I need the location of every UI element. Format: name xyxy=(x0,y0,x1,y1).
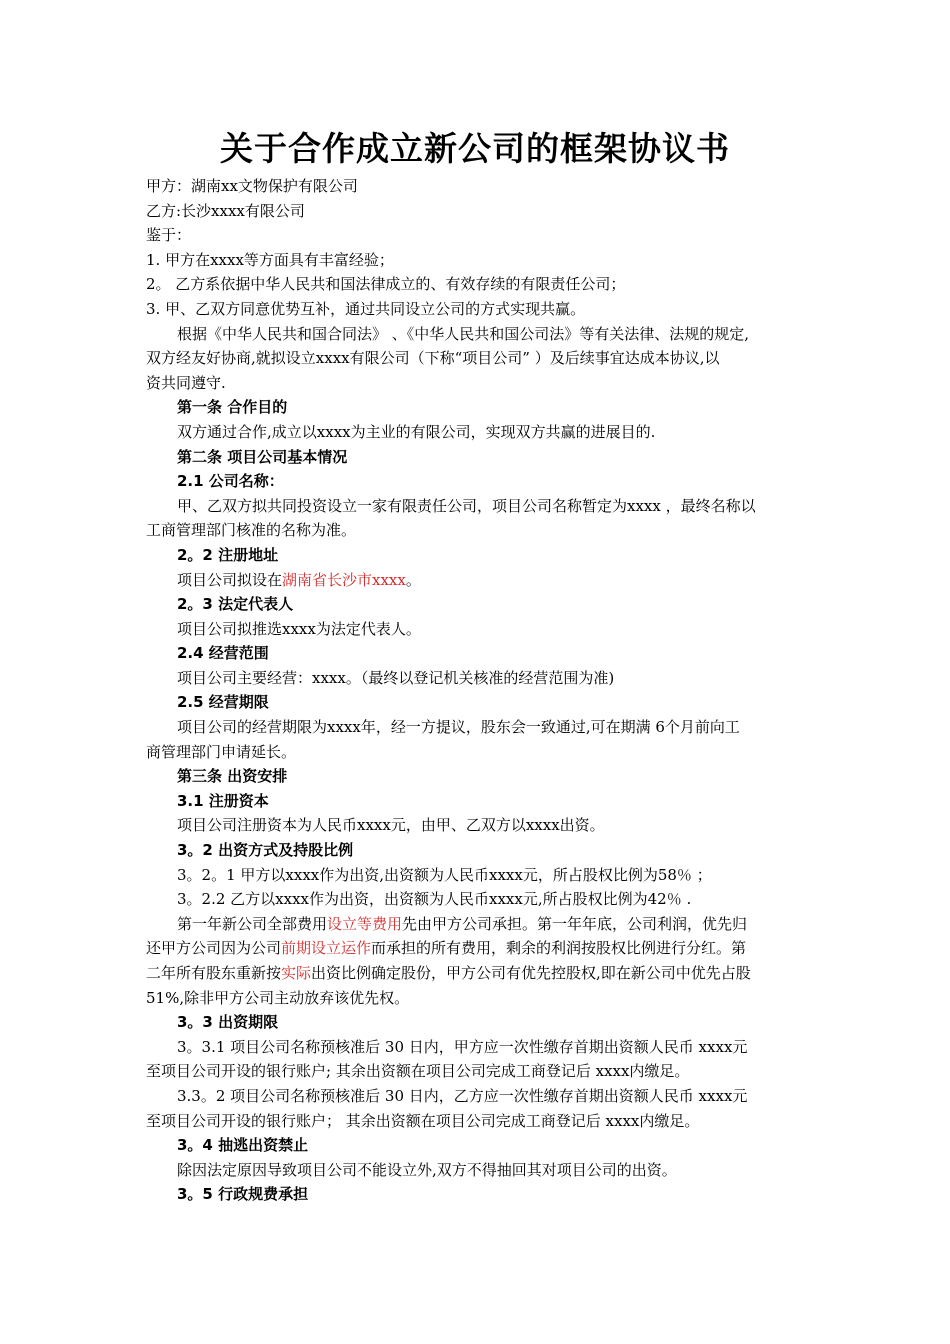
section-3-3-1-line: 至项目公司开设的银行账户; 其余出资额在项目公司完成工商登记后 xxxx内缴足。 xyxy=(146,1062,690,1081)
section-2-5-line: 项目公司的经营期限为xxxx年，经一方提议，股东会一致通过,可在期满 6个月前向工 xyxy=(177,718,740,737)
section-3-3-2-line: 至项目公司开设的银行账户； 其余出资额在项目公司完成工商登记后 xxxx内缴足。 xyxy=(146,1111,700,1130)
expense-line xyxy=(146,912,830,937)
section-2-1-line: 工商管理部门核准的名称为准。 xyxy=(146,521,357,540)
article-2-heading: 第二条 项目公司基本情况 xyxy=(177,447,348,466)
recital-3: 3. 甲、乙双方同意优势互补，通过共同设立公司的方式实现共赢。 xyxy=(146,299,586,318)
section-3-2-2: 3。2.2 乙方以xxxx作为出资，出资额为人民币xxxx元,所占股权比例为42％ . xyxy=(177,890,692,909)
section-2-4-text: 项目公司主要经营：xxxx。（最终以登记机关核准的经营范围为准) xyxy=(177,668,615,687)
section-3-4-heading: 3。4 抽逃出资禁止 xyxy=(177,1136,309,1155)
section-3-1-heading: 3.1 注册资本 xyxy=(177,791,269,810)
section-3-5-heading: 3。5 行政规费承担 xyxy=(177,1185,309,1204)
section-3-2-1: 3。2。1 甲方以xxxx作为出资,出资额为人民币xxxx元，所占股权比例为58％ ； xyxy=(177,865,712,884)
expense-line xyxy=(146,961,830,986)
text-segment: 项目公司拟设在 xyxy=(177,570,283,589)
article-3-heading: 第三条 出资安排 xyxy=(177,767,288,786)
text-segment: 二年所有股东重新按 xyxy=(146,964,282,982)
expense-line xyxy=(146,936,830,961)
text-segment: 第一年新公司全部费用 xyxy=(177,914,328,933)
text-segment: 。 xyxy=(405,570,421,589)
party-b: 乙方:长沙xxxx有限公司 xyxy=(146,201,305,220)
recital-1: 1. 甲方在xxxx等方面具有丰富经验； xyxy=(146,250,394,269)
section-3-2-heading: 3。2 出资方式及持股比例 xyxy=(177,841,354,860)
section-2-3-heading: 2。3 法定代表人 xyxy=(177,595,294,614)
preamble-line: 双方经友好协商,就拟设立xxxx有限公司（下称“项目公司” ）及后续事宜达成本协议,以 xyxy=(146,349,720,368)
section-2-5-heading: 2.5 经营期限 xyxy=(177,693,269,712)
section-3-3-2-line: 3.3。2 项目公司名称预核准后 30 日内，乙方应一次性缴存首期出资额人民币 xxxx元 xyxy=(177,1086,748,1105)
party-a: 甲方：湖南xx文物保护有限公司 xyxy=(146,177,358,195)
document-title: 关于合作成立新公司的框架协议书 xyxy=(220,129,730,168)
text-segment: 出资比例确定股份，甲方公司有优先控股权,即在新公司中优先占股 xyxy=(311,964,751,982)
highlighted-text: 实际 xyxy=(281,964,312,982)
section-3-1-text: 项目公司注册资本为人民币xxxx元，由甲、乙双方以xxxx出资。 xyxy=(177,816,605,835)
section-2-1-heading: 2.1 公司名称： xyxy=(177,472,284,491)
highlighted-text: 前期设立运作 xyxy=(281,939,372,958)
preamble-line: 根据《中华人民共和国合同法》 、《中华人民共和国公司法》等有关法律、法规的规定, xyxy=(177,324,750,343)
recital-2: 2。 乙方系依据中华人民共和国法律成立的、有效存续的有限责任公司； xyxy=(146,275,626,294)
text-segment: 先由甲方公司承担。第一年年底，公司利润，优先归 xyxy=(402,914,748,933)
whereas-label: 鉴于： xyxy=(146,226,192,245)
document-body xyxy=(146,174,830,1207)
preamble-line: 资共同遵守. xyxy=(146,373,226,392)
section-2-2-text xyxy=(146,568,830,593)
article-1-text: 双方通过合作,成立以xxxx为主业的有限公司，实现双方共赢的进展目的. xyxy=(177,422,656,441)
section-3-4-text: 除因法定原因导致项目公司不能设立外,双方不得抽回其对项目公司的出资。 xyxy=(177,1160,677,1179)
section-3-3-heading: 3。3 出资期限 xyxy=(177,1013,279,1032)
section-3-3-1-line: 3。3.1 项目公司名称预核准后 30 日内，甲方应一次性缴存首期出资额人民币 xxxx元 xyxy=(177,1037,748,1056)
expense-line: 51%,除非甲方公司主动放弃该优先权。 xyxy=(146,988,410,1007)
section-2-3-text: 项目公司拟推选xxxx为法定代表人。 xyxy=(177,619,421,638)
highlighted-text: 设立等费用 xyxy=(327,914,403,933)
section-2-1-line: 甲、乙双方拟共同投资设立一家有限责任公司，项目公司名称暂定为xxxx ，最终名称以 xyxy=(177,496,756,515)
section-2-4-heading: 2.4 经营范围 xyxy=(177,644,269,663)
text-segment: 而承担的所有费用，剩余的利润按股权比例进行分红。第 xyxy=(371,939,747,958)
text-segment: 还甲方公司因为公司 xyxy=(146,939,282,958)
article-1-heading: 第一条 合作目的 xyxy=(177,398,288,417)
section-2-5-line: 商管理部门申请延长。 xyxy=(146,742,297,761)
section-2-2-heading: 2。2 注册地址 xyxy=(177,545,279,564)
highlighted-text: 湖南省长沙市xxxx xyxy=(282,570,406,589)
